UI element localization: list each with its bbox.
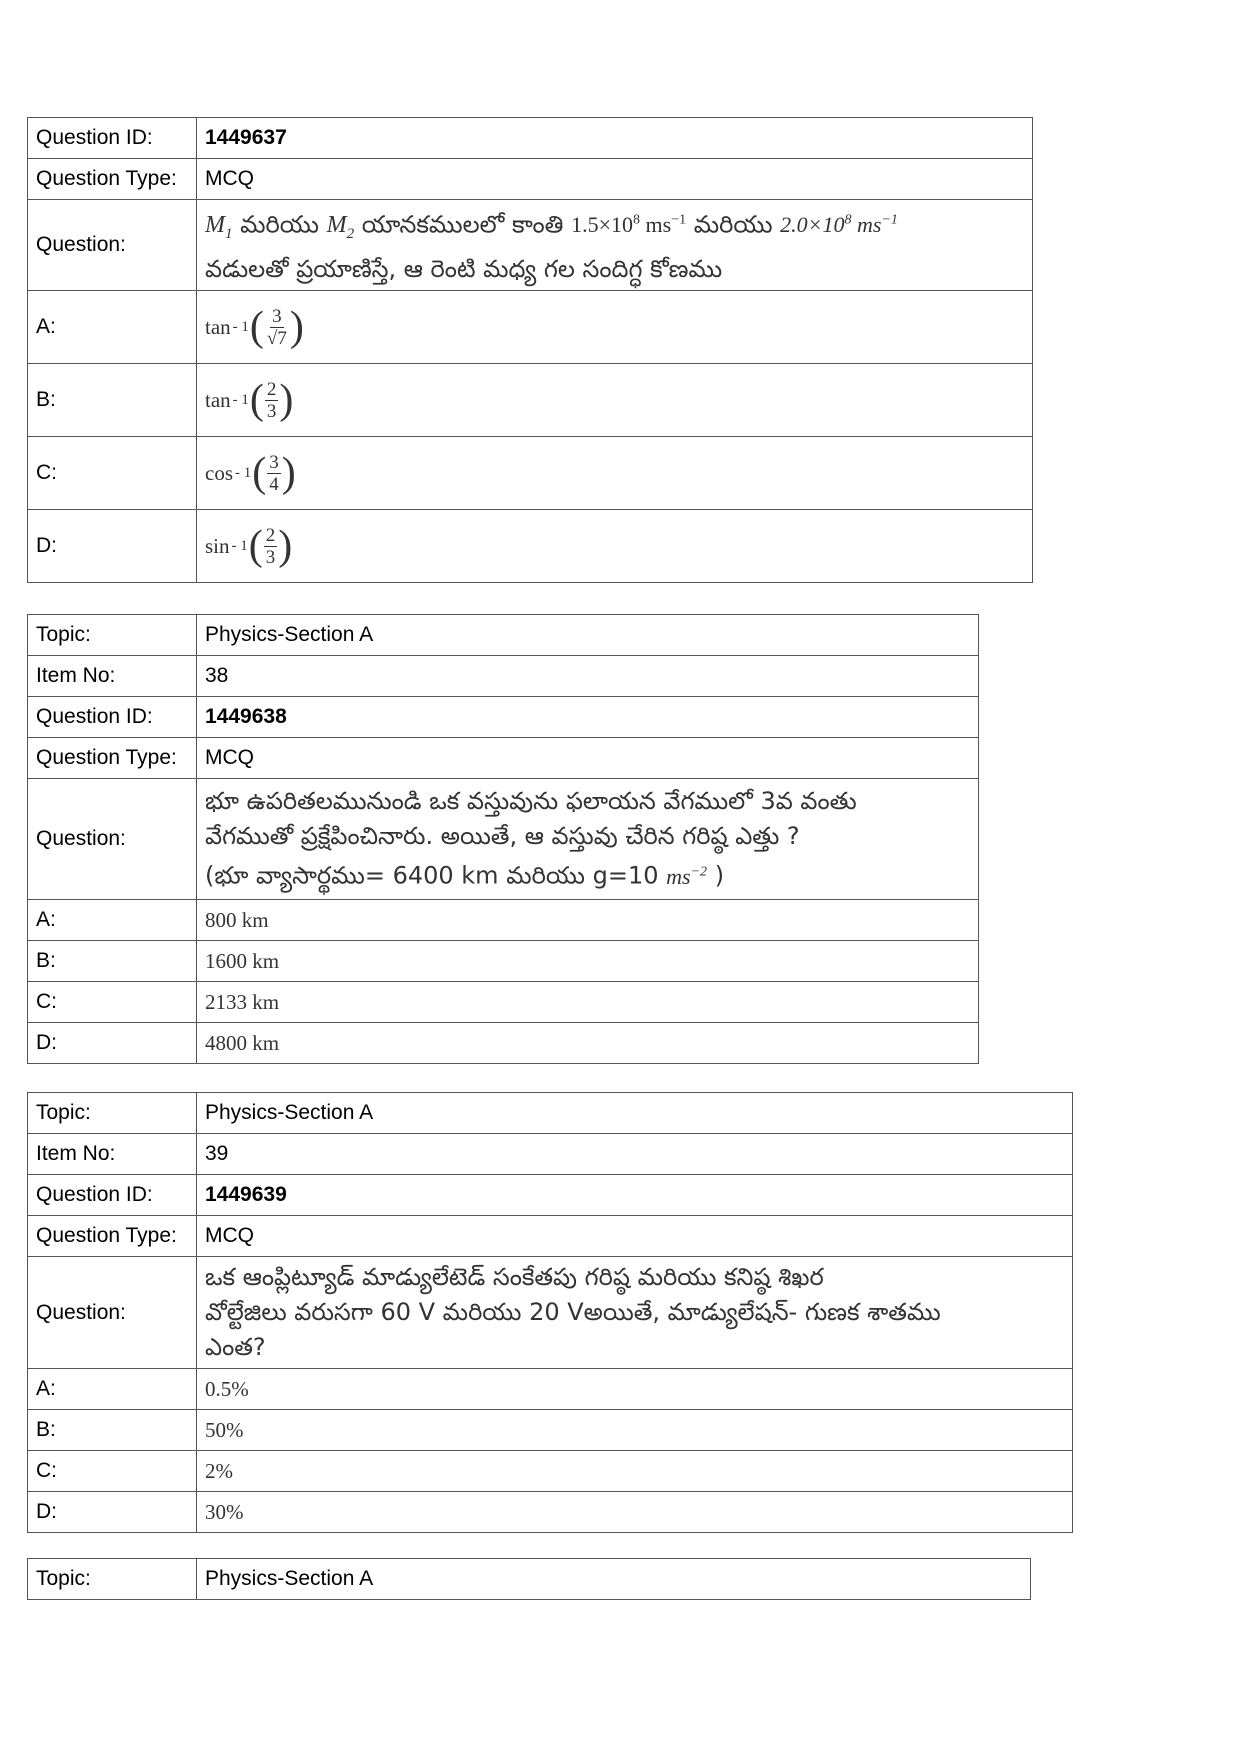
option-c: 2133 km	[197, 982, 979, 1023]
item-no-label: Item No:	[28, 656, 197, 697]
question-label: Question:	[28, 779, 197, 900]
topic-value: Physics-Section A	[197, 1559, 1031, 1600]
question-id-label: Question ID:	[28, 1175, 197, 1216]
item-no-label: Item No:	[28, 1134, 197, 1175]
option-c-label: C:	[28, 1451, 197, 1492]
question-type-label: Question Type:	[28, 738, 197, 779]
question-text	[197, 779, 979, 900]
option-a-label: A:	[28, 1369, 197, 1410]
q39-line-1: ఒక ఆంప్లిట్యూడ్ మాడ్యులేటెడ్ సంకేతపు గరిష్ఠ మరియు కనిష్ఠ శిఖర	[205, 1263, 824, 1291]
m1-symbol: $M_1$	[205, 212, 233, 243]
question-type-value: MCQ	[197, 1216, 1073, 1257]
option-b: 50%	[197, 1410, 1073, 1451]
speed-2: $2.0\times 10^8$ $ms^{-1}$	[780, 212, 898, 238]
question-text	[197, 200, 1033, 291]
q37-word-3: మరియు	[693, 210, 773, 239]
topic-value: Physics-Section A	[197, 615, 979, 656]
q37-line-2: వడులతో ప్రయాణిస్తే, ఆ రెంటి మధ్య గల సందిగ్ధ కోణము	[205, 255, 723, 284]
option-b-label: B:	[28, 1410, 197, 1451]
option-a-label: A:	[28, 291, 197, 364]
option-a: 800 km	[197, 900, 979, 941]
q37-word-1: మరియు	[240, 210, 319, 239]
topic-value: Physics-Section A	[197, 1093, 1073, 1134]
question-type-label: Question Type:	[28, 159, 197, 200]
question-table-39	[27, 1092, 1073, 1533]
question-table-38	[27, 614, 979, 1064]
option-a: tan - 1 ( $\frac{3}{√7}$ )	[197, 291, 1033, 364]
speed-1: $1.5\times 10^8$ $ms^{-1}$	[571, 212, 687, 238]
option-c-label: C:	[28, 982, 197, 1023]
option-d-label: D:	[28, 510, 197, 583]
option-d: 30%	[197, 1492, 1073, 1533]
question-type-value: MCQ	[197, 738, 979, 779]
option-a: 0.5%	[197, 1369, 1073, 1410]
option-d-label: D:	[28, 1492, 197, 1533]
option-d: sin - 1 ( $\frac{2}{3}$ )	[197, 510, 1033, 583]
option-a-label: A:	[28, 900, 197, 941]
topic-label: Topic:	[28, 1559, 197, 1600]
m2-symbol: $M_2$	[326, 212, 355, 243]
question-label: Question:	[28, 1257, 197, 1369]
topic-label: Topic:	[28, 1093, 197, 1134]
question-id-value: 1449639	[197, 1175, 1073, 1216]
q38-line-3: (భూ వ్యాసార్థము= 6400 km మరియు g=10 $ms^{-2}$ )	[205, 861, 725, 890]
option-c-label: C:	[28, 437, 197, 510]
q37-word-2: యానకములలో కాంతి	[361, 210, 564, 239]
option-b-label: B:	[28, 364, 197, 437]
question-id-value: 1449637	[197, 118, 1033, 159]
q38-line-2: వేగముతో ప్రక్షేపించినారు. అయితే, ఆ వస్తువు చేరిన గరిష్ఠ ఎత్తు ?	[205, 822, 800, 851]
option-d-label: D:	[28, 1023, 197, 1064]
question-id-value: 1449638	[197, 697, 979, 738]
question-type-value: MCQ	[197, 159, 1033, 200]
option-b-label: B:	[28, 941, 197, 982]
option-c: cos - 1 ( $\frac{3}{4}$ )	[197, 437, 1033, 510]
question-label: Question:	[28, 200, 197, 291]
question-type-label: Question Type:	[28, 1216, 197, 1257]
question-id-label: Question ID:	[28, 697, 197, 738]
option-b: 1600 km	[197, 941, 979, 982]
question-table-37	[27, 117, 1033, 583]
question-table-40	[27, 1558, 1031, 1600]
option-b: tan - 1 ( $\frac{2}{3}$ )	[197, 364, 1033, 437]
item-no-value: 39	[197, 1134, 1073, 1175]
q38-line-1: భూ ఉపరితలమునుండి ఒక వస్తువును ఫలాయన వేగములో 3వ వంతు	[205, 787, 857, 816]
option-c: 2%	[197, 1451, 1073, 1492]
q39-line-2: వోల్టేజిలు వరుసగా 60 V మరియు 20 Vఅయితే, మాడ్యులేషన్- గుణక శాతము	[205, 1298, 941, 1326]
question-text	[197, 1257, 1073, 1369]
question-id-label: Question ID:	[28, 118, 197, 159]
item-no-value: 38	[197, 656, 979, 697]
q39-line-3: ఎంత?	[205, 1333, 266, 1361]
option-d: 4800 km	[197, 1023, 979, 1064]
topic-label: Topic:	[28, 615, 197, 656]
